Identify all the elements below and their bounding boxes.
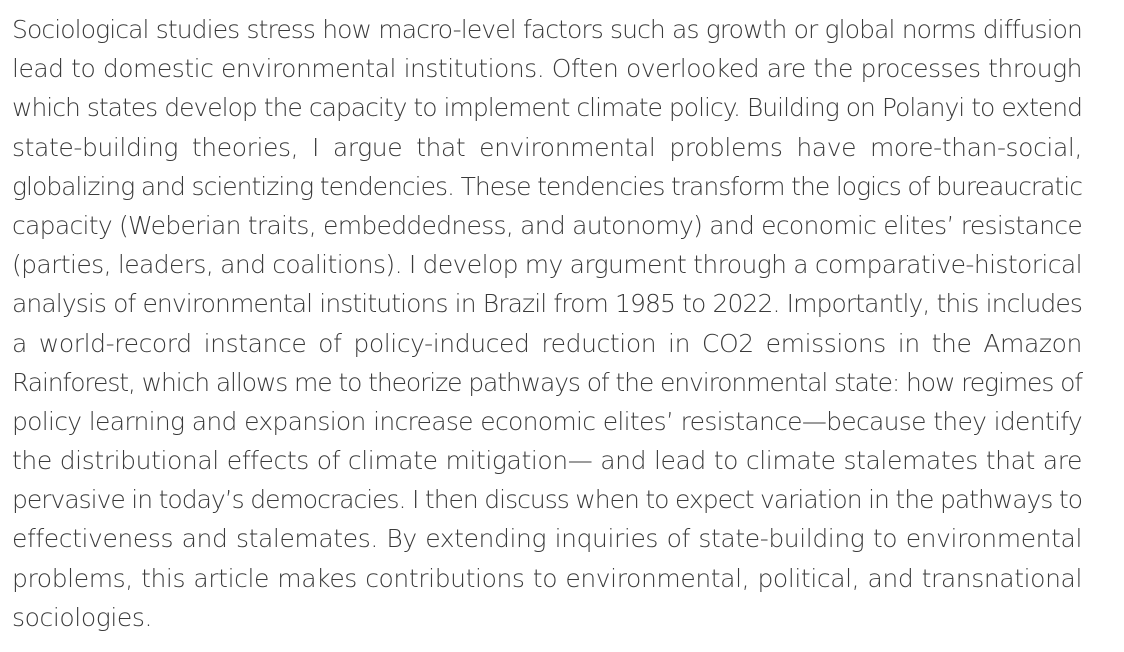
abstract-line: lead to domestic environmental institutions. Often overlooked are the processes through <box>12 54 1082 84</box>
abstract-line: pervasive in today’s democracies. I then discuss when to expect variation in the pathways to <box>12 485 1082 515</box>
abstract-line: policy learning and expansion increase economic elites’ resistance—because they identify <box>12 406 1082 436</box>
abstract-line: Sociological studies stress how macro-level factors such as growth or global norms diffusion <box>12 15 1082 44</box>
abstract-line: capacity (Weberian traits, embeddedness, and autonomy) and economic elites’ resistance <box>12 210 1082 240</box>
abstract-line: the distributional effects of climate mitigation— and lead to climate stalemates that are <box>12 446 1082 476</box>
abstract-line: analysis of environmental institutions in Brazil from 1985 to 2022. Importantly, this includes <box>12 289 1082 319</box>
abstract-line: state-building theories, I argue that environmental problems have more-than-social, <box>12 132 1082 162</box>
abstract-paragraph <box>12 10 1082 637</box>
abstract-line: problems, this article makes contributions to environmental, political, and transnational <box>12 563 1082 593</box>
abstract-line: effectiveness and stalemates. By extending inquiries of state-building to environmental <box>12 524 1082 554</box>
abstract-line: globalizing and scientizing tendencies. These tendencies transform the logics of bureaucratic <box>12 171 1082 201</box>
abstract-line: Rainforest, which allows me to theorize pathways of the environmental state: how regimes of <box>12 367 1082 397</box>
abstract-line: a world-record instance of policy-induced reduction in CO2 emissions in the Amazon <box>12 328 1082 358</box>
abstract-line: which states develop the capacity to implement climate policy. Building on Polanyi to extend <box>12 93 1082 123</box>
abstract-line: sociologies. <box>12 602 153 632</box>
abstract-line: (parties, leaders, and coalitions). I develop my argument through a comparative-historical <box>12 250 1082 280</box>
